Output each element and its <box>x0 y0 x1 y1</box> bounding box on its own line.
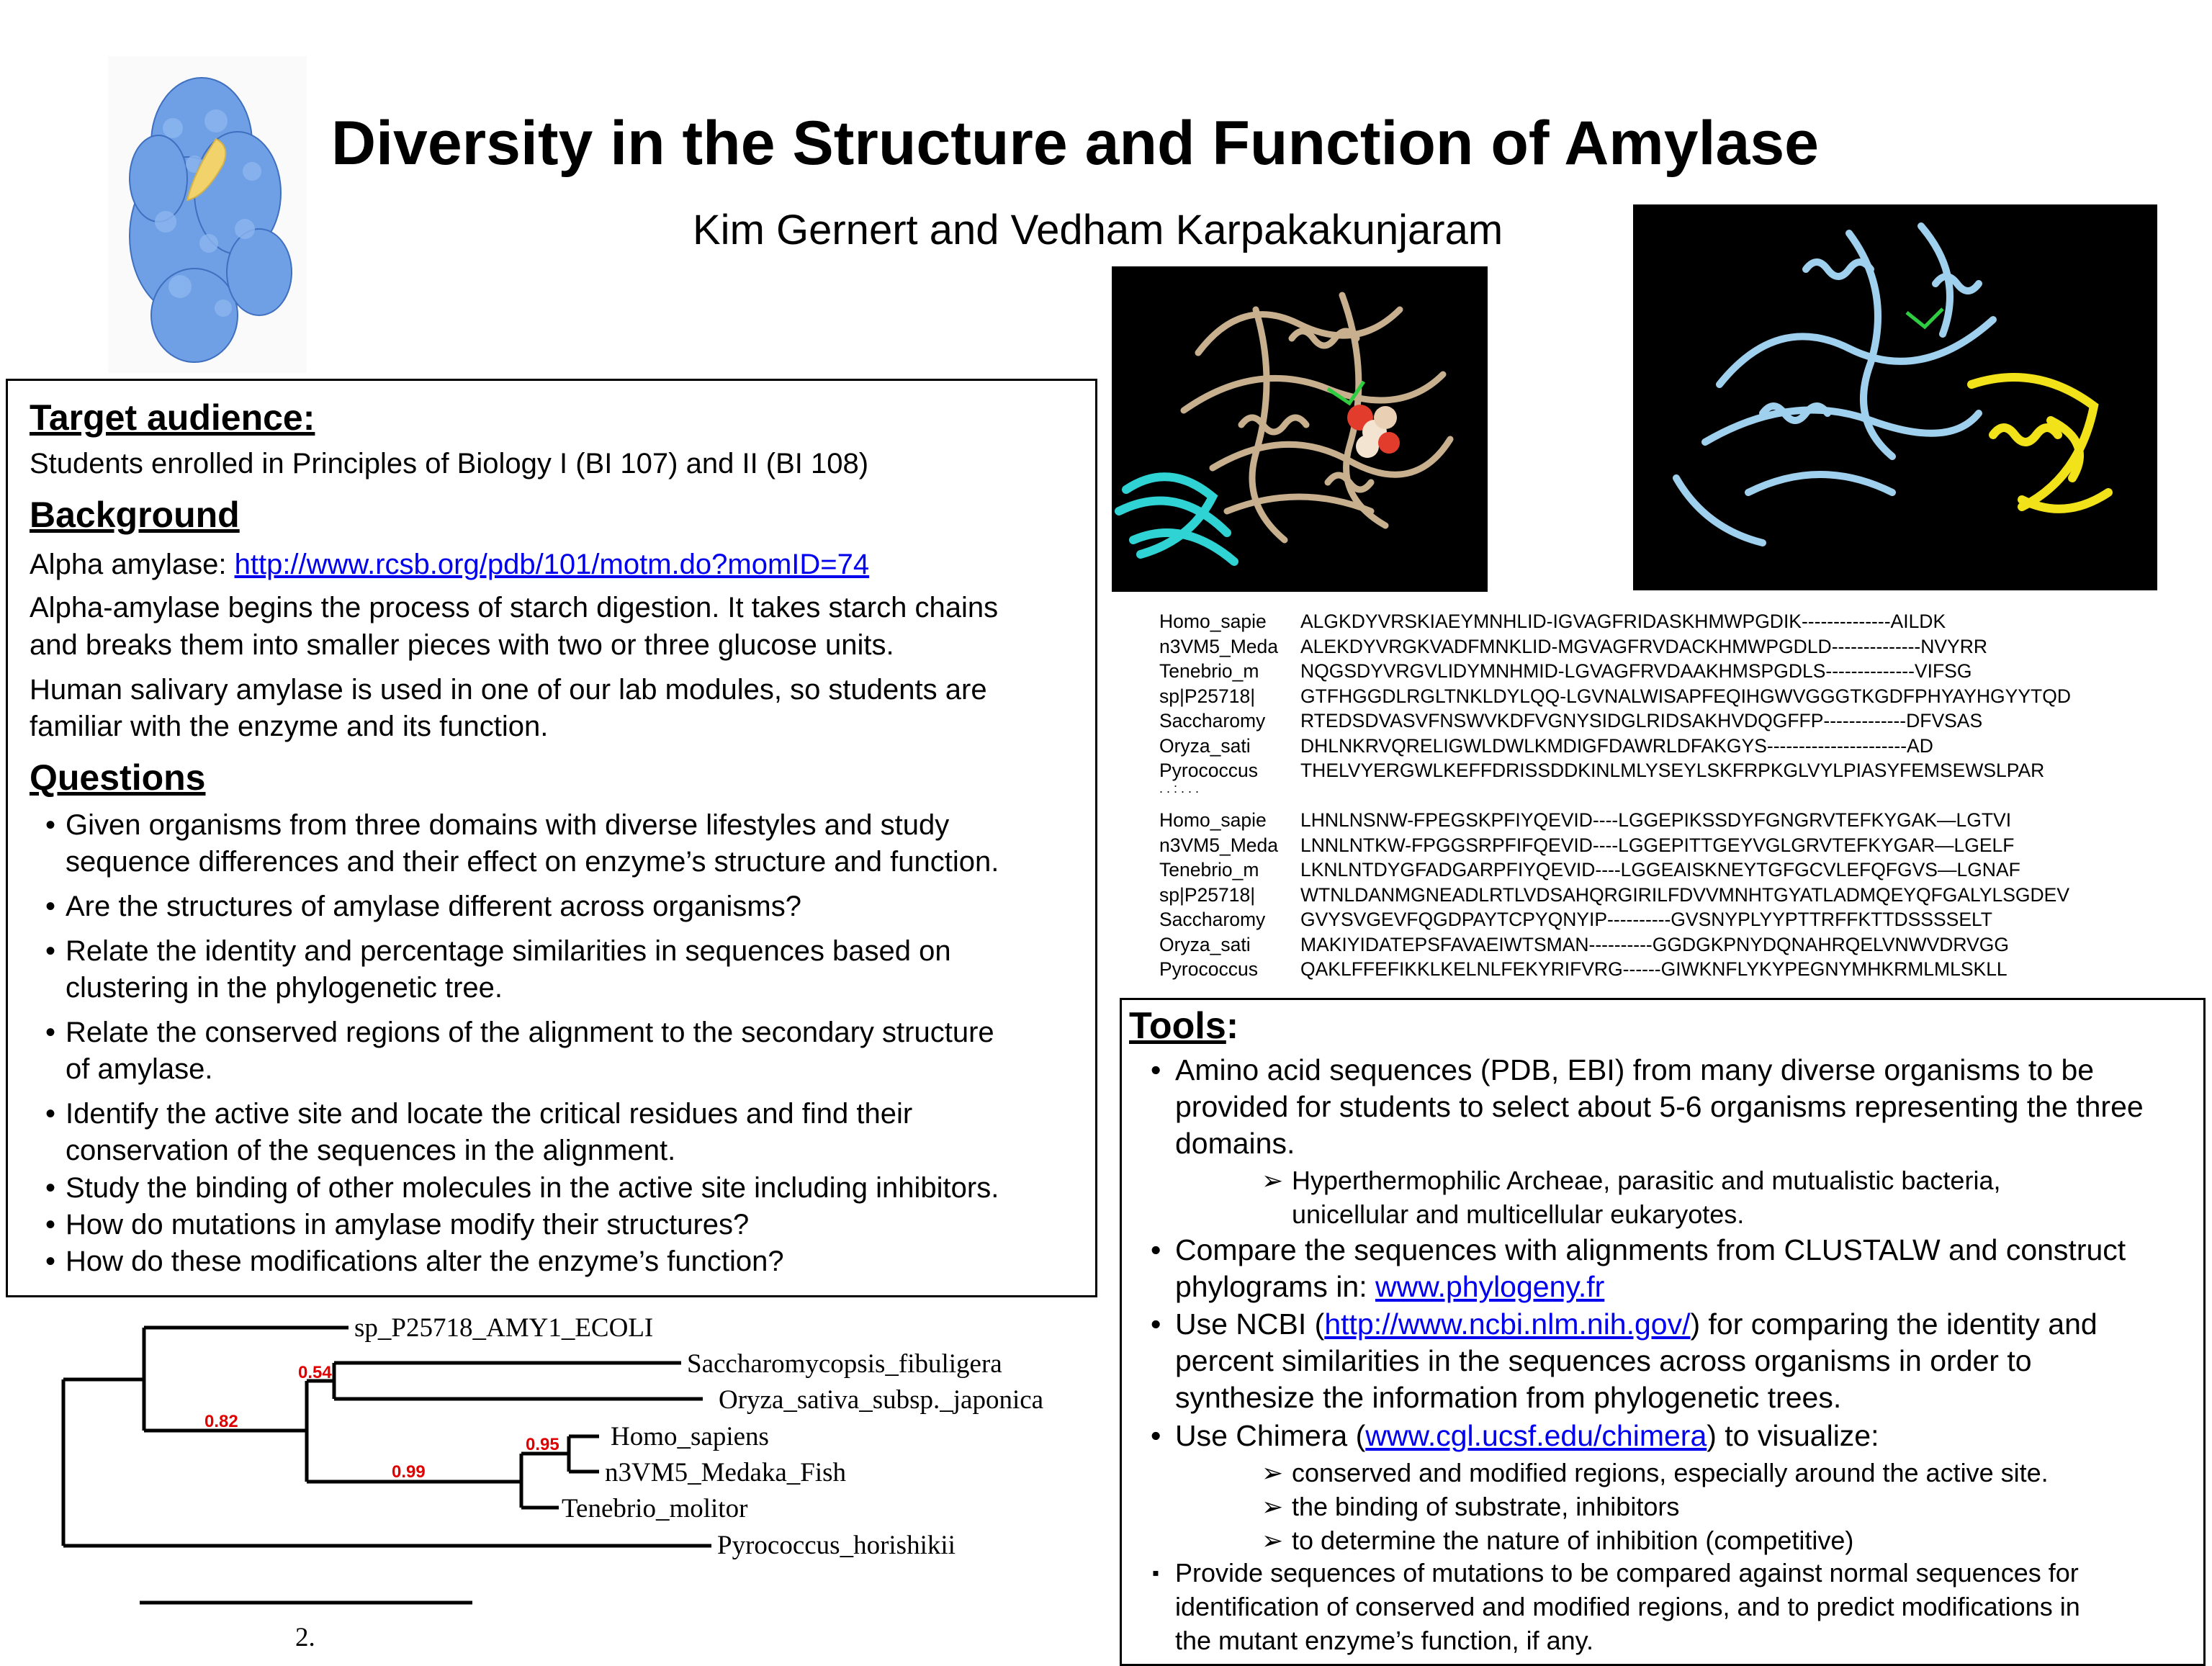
sequence-residues: DHLNKRVQRELIGWLDWLKMDIGFDAWRLDFAKGYS----------------------AD <box>1300 734 1933 757</box>
alignment-row <box>1159 808 2069 833</box>
arrow-bullet-icon: ➢ <box>1262 1166 1284 1195</box>
tools-subtext: unicellular and multicellular eukaryotes. <box>1292 1199 1745 1229</box>
question-text: Relate the identity and percentage similarities in sequences based on <box>66 935 951 967</box>
amylase-ribbon-structure-2 <box>1633 204 2157 590</box>
chimera-link[interactable]: www.cgl.ucsf.edu/chimera <box>1365 1419 1707 1452</box>
tools-text: identification of conserved and modified regions, and to predict modifications in <box>1175 1592 2080 1621</box>
sequence-name: Pyrococcus <box>1159 760 1258 781</box>
sequence-residues: RTEDSDVASVFNSWVKDFVGNYSIDGLRIDSAKHVDQGFFP-------------DFVSAS <box>1300 710 1983 731</box>
tree-leaf-label: sp_P25718_AMY1_ECOLI <box>354 1313 654 1343</box>
arrow-bullet-icon: ➢ <box>1262 1526 1284 1555</box>
tools-text: Amino acid sequences (PDB, EBI) from many diverse organisms to be <box>1175 1053 2095 1086</box>
alignment-row <box>1159 833 2069 858</box>
background-heading: Background <box>30 495 240 535</box>
tools-text: percent similarities in the sequences across organisms in order to <box>1175 1344 2032 1377</box>
sequence-residues: LNNLNTKW-FPGGSRPFIFQEVID----LGGEPITTGEYVGLGRVTEFKYGAR—LGELF <box>1300 834 2015 856</box>
sequence-residues: GTFHGGDLRGLTNKLDYLQQ-LGVNALWISAPFEQIHGWVGGGTKGDFPHYAYHGYYTQD <box>1300 685 2071 707</box>
bullet: • <box>1151 1307 1161 1341</box>
alignment-row <box>1159 857 2069 883</box>
tools-text: domains. <box>1175 1127 1295 1160</box>
alignment-row <box>1159 659 2071 684</box>
tools-text: synthesize the information from phylogenetic trees. <box>1175 1381 1842 1414</box>
alignment-row <box>1159 957 2069 982</box>
sequence-name: sp|P25718| <box>1159 685 1256 707</box>
tools-text: ) for comparing the identity and <box>1690 1307 2098 1341</box>
tree-leaf-label: Homo_sapiens <box>611 1422 769 1451</box>
bullet: • <box>1151 1053 1161 1086</box>
sequence-residues: ALGKDYVRSKIAEYMNHLID-IGVAGFRIDASKHMWPGDIK--------------AILDK <box>1300 611 1946 632</box>
sequence-name: Tenebrio_m <box>1159 859 1259 881</box>
tools-text: phylograms in: <box>1175 1270 1376 1303</box>
tools-heading <box>1129 1004 1238 1048</box>
sequence-name: Homo_sapie <box>1159 809 1267 831</box>
square-bullet-icon: ▪ <box>1152 1562 1159 1584</box>
sequence-residues: LKNLNTDYGFADGARPFIYQEVID----LGGEAISKNEYTGFGCVLEFQFGVS—LGNAF <box>1300 859 2020 881</box>
bullet: • <box>45 1209 56 1241</box>
alignment-row <box>1159 907 2069 932</box>
alignment-row <box>1159 932 2069 958</box>
tools-subtext: the binding of substrate, inhibitors <box>1292 1492 1680 1521</box>
sequence-name: n3VM5_Meda <box>1159 635 1278 657</box>
tools-heading-text: Tools <box>1129 1005 1226 1047</box>
background-line-2: and breaks them into smaller pieces with two or three glucose units. <box>30 629 894 661</box>
sequence-residues: WTNLDANMGNEADLRTLVDSAHQRGIRILFDVVMNHTGYATLADMQEYQFGALYLSGDEV <box>1300 883 2070 906</box>
sequence-residues: MAKIYIDATEPSFAVAEIWTSMAN----------GGDGKPNYDQNAHRQELVNWVDRVGG <box>1300 933 2009 955</box>
alpha-amylase-line <box>30 546 869 583</box>
alignment-row <box>1159 609 2071 634</box>
sequence-name: n3VM5_Meda <box>1159 834 1278 856</box>
target-audience-heading: Target audience: <box>30 397 315 438</box>
tree-leaf-label: n3VM5_Medaka_Fish <box>605 1458 847 1487</box>
bootstrap-value: 0.99 <box>392 1462 426 1482</box>
bullet: • <box>1151 1419 1161 1452</box>
tree-leaf-label: Oryza_sativa_subsp._japonica <box>719 1385 1044 1415</box>
bootstrap-value: 0.95 <box>526 1435 559 1454</box>
protein-surface-image <box>108 56 307 373</box>
sequence-name: Homo_sapie <box>1159 611 1267 632</box>
sequence-residues: QAKLFFEFIKKLKELNLFEKYRIFVRG------GIWKNFLYKYPEGNYMHKRMLMLSKLL <box>1300 958 2008 980</box>
sequence-name: Saccharomy <box>1159 710 1266 731</box>
sequence-name: Saccharomy <box>1159 909 1266 930</box>
question-text: Relate the conserved regions of the alignment to the secondary structure <box>66 1017 994 1048</box>
questions-heading: Questions <box>30 757 206 798</box>
question-text: clustering in the phylogenetic tree. <box>66 972 503 1004</box>
bullet: • <box>45 891 56 922</box>
arrow-bullet-icon: ➢ <box>1262 1458 1284 1487</box>
tools-subtext: to determine the nature of inhibition (competitive) <box>1292 1526 1854 1555</box>
tools-text: Use Chimera ( <box>1175 1419 1366 1452</box>
bullet: • <box>45 1098 56 1130</box>
phylogenetic-tree <box>55 1299 1092 1659</box>
alignment-row <box>1159 684 2071 709</box>
bullet: • <box>45 809 56 841</box>
scale-bar-label: 2. <box>295 1623 315 1652</box>
phylogeny-link[interactable]: www.phylogeny.fr <box>1375 1270 1605 1303</box>
tools-subtext: Hyperthermophilic Archeae, parasitic and mutualistic bacteria, <box>1292 1166 2001 1195</box>
bullet: • <box>1151 1233 1161 1266</box>
conservation-marks: . . : . . . <box>1159 780 1200 796</box>
bullet: • <box>45 935 56 967</box>
alignment-row <box>1159 758 2071 783</box>
poster-title: Diversity in the Structure and Function of Amylase <box>331 109 1819 178</box>
bullet: • <box>45 1172 56 1204</box>
sequence-name: Oryza_sati <box>1159 933 1251 955</box>
question-text: conservation of the sequences in the alignment. <box>66 1135 676 1166</box>
tools-heading-colon: : <box>1226 1005 1239 1047</box>
question-text: How do mutations in amylase modify their structures? <box>66 1209 750 1241</box>
background-line-1: Alpha-amylase begins the process of starch digestion. It takes starch chains <box>30 592 999 623</box>
tools-panel <box>1120 998 2206 1666</box>
sequence-name: Pyrococcus <box>1159 958 1258 980</box>
background-line-3: Human salivary amylase is used in one of our lab modules, so students are <box>30 674 987 706</box>
question-text: Given organisms from three domains with diverse lifestyles and study <box>66 809 950 841</box>
bullet: • <box>45 1017 56 1048</box>
sequence-residues: ALEKDYVRGKVADFMNKLID-MGVAGFRVDACKHMWPGDLD--------------NVYRR <box>1300 635 1987 657</box>
poster-authors: Kim Gernert and Vedham Karpakakunjaram <box>693 207 1503 253</box>
tree-leaf-label: Pyrococcus_horishikii <box>717 1531 956 1560</box>
tree-leaf-label: Tenebrio_molitor <box>562 1494 748 1523</box>
sequence-name: Tenebrio_m <box>1159 660 1259 682</box>
question-text: sequence differences and their effect on enzyme’s structure and function. <box>66 846 999 878</box>
left-content-panel <box>6 379 1097 1297</box>
tools-text: Provide sequences of mutations to be compared against normal sequences for <box>1175 1558 2079 1588</box>
question-text: Study the binding of other molecules in the active site including inhibitors. <box>66 1172 999 1204</box>
ncbi-link[interactable]: http://www.ncbi.nlm.nih.gov/ <box>1324 1307 1691 1341</box>
sequence-residues: NQGSDYVRGVLIDYMNHMID-LGVAGFRVDAAKHMSPGDLS--------------VIFSG <box>1300 660 1972 682</box>
sequence-residues: LHNLNSNW-FPEGSKPFIYQEVID----LGGEPIKSSDYFGNGRVTEFKYGAK—LGTVI <box>1300 809 2012 831</box>
question-text: How do these modifications alter the enzyme’s function? <box>66 1246 784 1277</box>
sequence-alignment-block-2 <box>1159 808 2069 982</box>
tools-text: ) to visualize: <box>1707 1419 1879 1452</box>
sequence-name: sp|P25718| <box>1159 883 1256 906</box>
tools-text: the mutant enzyme’s function, if any. <box>1175 1626 1593 1655</box>
amylase-ribbon-structure-1 <box>1112 266 1488 592</box>
tools-text: Compare the sequences with alignments from CLUSTALW and construct <box>1175 1233 2126 1266</box>
alignment-row <box>1159 883 2069 908</box>
target-audience-text: Students enrolled in Principles of Biology I (BI 107) and II (BI 108) <box>30 448 869 479</box>
alignment-row <box>1159 734 2071 759</box>
tree-leaf-label: Saccharomycopsis_fibuligera <box>687 1349 1002 1379</box>
sequence-alignment-block-1 <box>1159 609 2071 802</box>
bootstrap-value: 0.54 <box>298 1363 332 1382</box>
tools-subtext: conserved and modified regions, especially around the active site. <box>1292 1458 2049 1487</box>
sequence-residues: THELVYERGWLKEFFDRISSDDKINLMLYSEYLSKFRPKGLVYLPIASYFEMSEWSLPAR <box>1300 760 2045 781</box>
question-text: of amylase. <box>66 1053 213 1085</box>
alignment-row <box>1159 634 2071 659</box>
tools-text: Use NCBI ( <box>1175 1307 1325 1341</box>
bullet: • <box>45 1246 56 1277</box>
sequence-name: Oryza_sati <box>1159 734 1251 757</box>
alpha-amylase-label: Alpha amylase: <box>30 549 235 580</box>
sequence-residues: GVYSVGEVFQGDPAYTCPYQNYIP----------GVSNYPLYYPTTRFFKTTDSSSSELT <box>1300 909 1992 930</box>
bootstrap-value: 0.82 <box>204 1412 238 1431</box>
tools-text: provided for students to select about 5-6 organisms representing the three <box>1175 1090 2144 1123</box>
rcsb-link[interactable]: http://www.rcsb.org/pdb/101/motm.do?momID=74 <box>234 549 870 580</box>
background-line-4: familiar with the enzyme and its function. <box>30 711 549 742</box>
question-text: Identify the active site and locate the critical residues and find their <box>66 1098 913 1130</box>
arrow-bullet-icon: ➢ <box>1262 1492 1284 1521</box>
alignment-row <box>1159 708 2071 734</box>
question-text: Are the structures of amylase different across organisms? <box>66 891 801 922</box>
